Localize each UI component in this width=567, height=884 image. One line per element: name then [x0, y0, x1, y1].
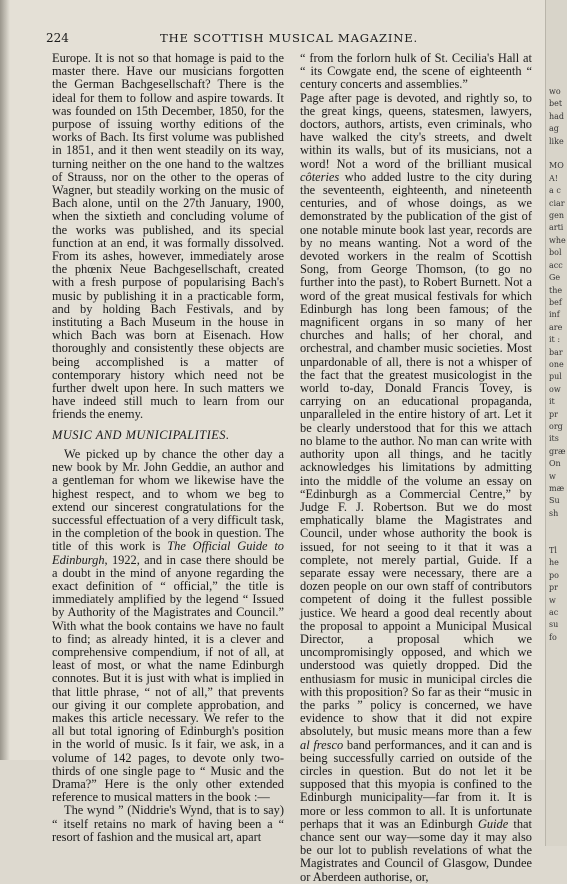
adjacent-page-fragment: had	[549, 111, 565, 121]
adjacent-page-fragment: gen	[549, 211, 565, 221]
adjacent-page-fragment: the	[549, 285, 563, 295]
italic-term: Guide	[477, 816, 509, 831]
adjacent-page-fragment: like	[549, 136, 564, 146]
adjacent-page-fragment: ow	[549, 384, 561, 394]
adjacent-page-fragment: po	[549, 570, 559, 580]
right-column	[300, 52, 532, 884]
adjacent-page-fragment: pr	[549, 409, 558, 419]
adjacent-page-fragment: it	[549, 397, 555, 407]
adjacent-page-fragment: he	[549, 558, 559, 568]
adjacent-page-fragment: acc	[549, 260, 563, 270]
book-title: The Official Guide to Edinburgh	[52, 539, 284, 567]
adjacent-page-fragment: bef	[549, 297, 562, 307]
adjacent-page-fragment: bol	[549, 248, 562, 258]
adjacent-page-fragment: it :	[549, 335, 561, 345]
section-heading: MUSIC AND MUNICIPALITIES.	[52, 427, 230, 442]
italic-term: côteries	[300, 169, 340, 184]
text-span: who added lustre to the city during the seventeenth, eighteenth, and nineteenth centuries, and of whose doings, as we demonstrated by the publication of the gist of one notable minute book last year, records are by no means wanting. Not a word of the devoted workers in the realm of Scottish Song, from George Thomson, (to go no further into the past), to Robert Burnett. Not a word of the great musical festivals for which Edinburgh has long been famous; of the magnificent organs in so many of her churches and halls; of her choral, and orchestral, and chamber music societies. Most unpardonable of all, there is not a whisper of the fact that the greatest musicologist in the world to-day, Donald Francis Tovey, is carrying on an educational propaganda, unparalleled in the entire history of art. Let it be clearly understood that for this we attach no blame to the author. No man can write with authority upon all things, and he tacitly acknowledges his limitations by admitting into the middle of the volume an essay on “Edinburgh as a Commercial Centre,” by Judge F. J. Robertson. But we do most emphatically blame the Magistrates and Council, under whose authority the book is issued, for not seeing to it that it was a complete, not merely partial, Guide. If a separate essay were necessary, there are a dozen people on our own staff of contributors competent of doing it the fullest possible justice. We heard a good deal recently about the proposal to appoint a Municipal Musical Director, a proposal which we uncompromisingly opposed, and which we understood was quietly dropped. Did the enthusiasm for music in municipal circles die with this proposition? So far as their “music in the parks ” policy is concerned, we have evidence to show that it did not expire absolutely, but music means more than a few	[300, 169, 532, 739]
adjacent-page-fragment: ciar	[549, 198, 565, 208]
adjacent-page-fragment	[546, 520, 567, 532]
adjacent-page-edge	[545, 0, 567, 846]
running-title: THE SCOTTISH MUSICAL MAGAZINE.	[160, 31, 418, 45]
adjacent-page-fragment: arti	[549, 223, 564, 233]
paragraph-quotation: The wynd ” (Niddrie's Wynd, that is to say) “ itself retains no mark of having been a “ resort of fashion and the musical art, apart	[52, 803, 284, 844]
page-number: 224	[46, 31, 69, 45]
paragraph-quotation-continued: “ from the forlorn hulk of St. Cecilia's Hall at “ its Cowgate end, the scene of eighteenth “ century concerts and assemblies.”	[300, 51, 532, 92]
adjacent-page-fragment	[546, 533, 567, 545]
adjacent-page-fragment	[546, 148, 567, 160]
adjacent-page-fragment: On	[549, 459, 561, 469]
adjacent-page-fragment: Su	[549, 496, 560, 506]
adjacent-page-fragment: wo	[549, 87, 561, 96]
adjacent-page-fragment: w	[549, 471, 556, 481]
text-span: We picked up by chance the other day a new book by Mr. John Geddie, an author and a gentleman for whom we likewise have the highest respect, and to whom we beg to extend our sincerest congratulations for the successful effectuation of a very difficult task, in the completion of the book in question. The title of this work is	[52, 446, 284, 554]
paragraph-bachgesellschaft: Europe. It is not so that homage is paid to the master there. Have our musicians forgotten the German Bachgesellschaft? There is the ideal for them to follow and aspire towards. It was founded on 15th December, 1850, for the purpose of issuing worthy editions of the works of Bach. Its first volume was published in 1851, and it then went steadily on its way, turning neither on the one hand to the waltzes of Strauss, nor on the other to the operas of Wagner, but steadily working on the music of Bach alone, until on the 27th January, 1900, when the sixtieth and concluding volume of the works was published, and its special function at an end, it was formally dissolved. From its ashes, however, immediately arose the phœnix Neue Bachgesellschaft, created with a fresh purpose of popularising Bach's music by publishing it in a practicable form, and by holding Bach Festivals, and by instituting a Bach Museum in the house in which Bach was born at Eisenach. How thoroughly and consistently these objects are being accomplished is a matter of contemporary history which need not be further dwelt upon here. In such matters we have indeed still much to learn from our friends the enemy.	[52, 51, 284, 422]
page-binding-shadow	[0, 0, 10, 760]
adjacent-page-fragment: MO	[549, 161, 564, 171]
adjacent-page-fragment: sh	[549, 508, 559, 518]
text-span: band performances, and it can and is being successfully carried on outside of the circles in question. But do not let it be supposed that this myopia is confined to the Edinburgh municipality—far from it. It is more or less common to all. It is unfortunate perhaps that it was an Edinburgh	[300, 737, 532, 831]
adjacent-page-fragment: its	[549, 434, 559, 444]
adjacent-page-fragment: bet	[549, 99, 563, 109]
paragraph-official-guide	[52, 448, 284, 804]
adjacent-page-fragment: pr	[549, 583, 558, 593]
adjacent-page-fragment: are	[549, 322, 563, 332]
adjacent-page-fragment: mæ	[549, 484, 565, 493]
adjacent-page-fragment: græ	[549, 446, 566, 456]
text-span: Page after page is devoted, and rightly so, to the great kings, queens, statesmen, lawyers, doctors, authors, artists, even criminals, who have walked the city's streets, and dwelt within its walls, but of its musicians, not a word! Not a word of the brilliant musical	[300, 90, 532, 171]
paragraph-musicians-ignored	[300, 92, 532, 884]
adjacent-page-fragment: org	[549, 421, 563, 431]
adjacent-page-fragment: bar	[549, 347, 563, 357]
adjacent-page-fragment: su	[549, 620, 559, 630]
page-header	[46, 31, 532, 47]
adjacent-page-fragment: ac	[549, 608, 559, 618]
adjacent-page-fragment: A!	[549, 173, 558, 183]
adjacent-page-fragment: whe	[549, 235, 566, 245]
text-span: , 1922, and in case there should be a doubt in the mind of anyone regarding the exact definition of “ official,” the title is immediately amplified by the legend “ Issued by Authority of the Magistrates and Council.” With what the book contains we have no fault to find; as already hinted, it is a clever and comprehensive compendium, if not of all, at least of most, or what the name Edinburgh connotes. But it is just with what is implied in that little phrase, “ not of all,” that prevents our giving it our complete approbation, and makes this article necessary. We refer to the all but total ignoring of Edinburgh's position in the world of music. Is it fair, we ask, in a volume of 142 pages, to devote only two-thirds of one single page to “ Music and the Drama?” Here is the only other extended reference to musical matters in the book :—	[52, 552, 284, 805]
adjacent-page-fragment: inf	[549, 310, 560, 320]
adjacent-page-fragment: Tl	[549, 546, 557, 556]
text-span: that chance sent our way—some day it may also be our lot to publish revelations of what the Magistrates and Council of Glasgow, Dundee or Aberdeen authorise, or,	[300, 816, 532, 884]
adjacent-page-fragment: ag	[549, 124, 559, 134]
adjacent-page-fragment: pul	[549, 372, 562, 382]
adjacent-page-fragment: one	[549, 359, 564, 369]
adjacent-page-fragment: fo	[549, 632, 557, 642]
adjacent-page-fragment: a c	[549, 186, 561, 196]
adjacent-page-fragment: Ge	[549, 273, 561, 283]
adjacent-page-fragment: w	[549, 595, 556, 605]
italic-term: al fresco	[300, 737, 344, 752]
left-column	[52, 52, 284, 844]
